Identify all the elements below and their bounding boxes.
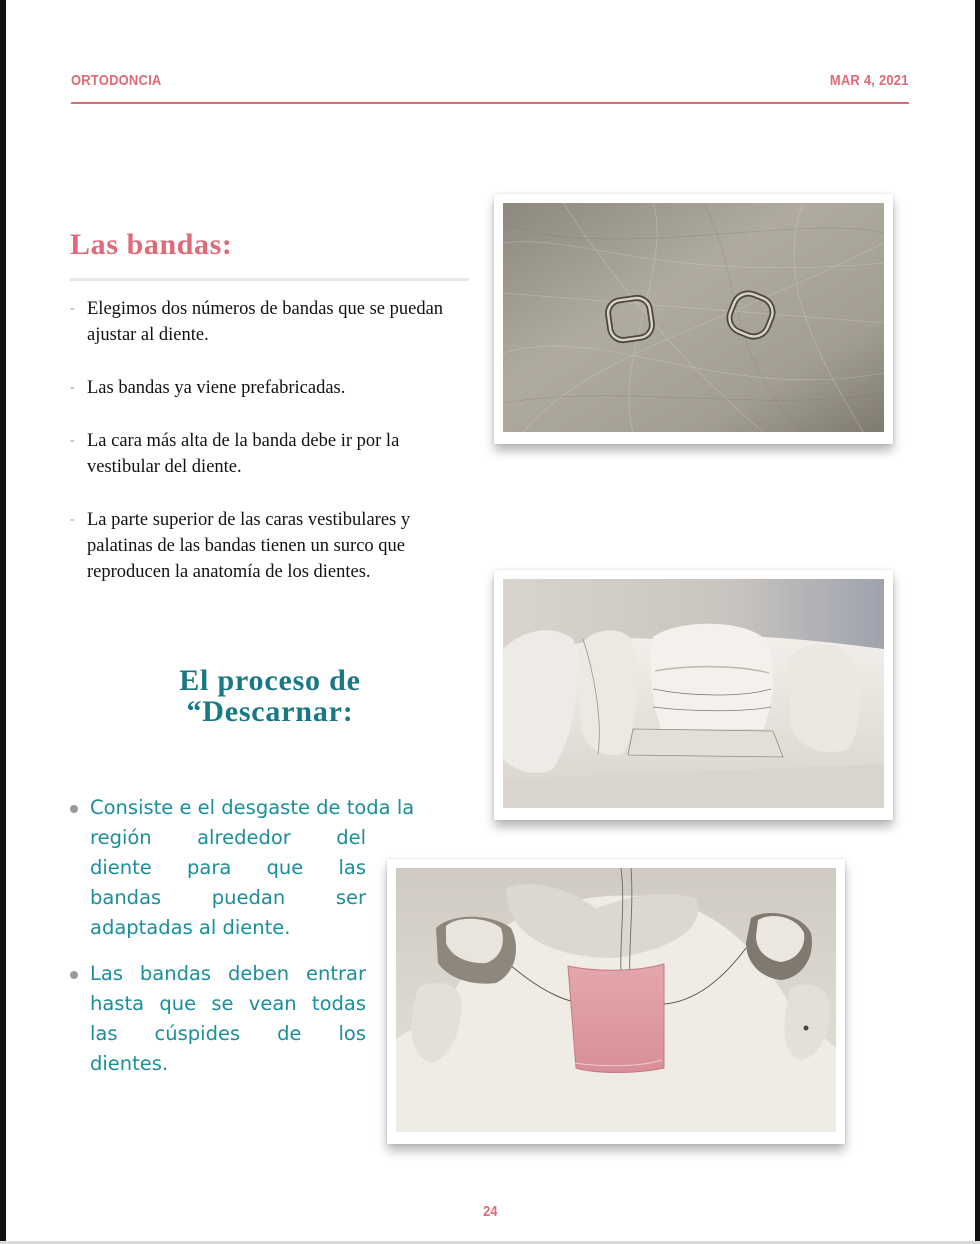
photo-model-side-frame <box>494 570 893 820</box>
bullet-dot-icon <box>70 805 78 813</box>
process-line: diente para que las <box>90 856 366 879</box>
process-title <box>70 665 470 727</box>
list-item: - La cara más alta de la banda debe ir por la vestibular del diente. <box>70 428 470 480</box>
bullet-dot-icon <box>70 971 78 979</box>
header-rule <box>71 102 909 104</box>
photo-model-occlusal <box>396 868 836 1132</box>
bands-title-rule <box>70 278 469 281</box>
list-item: - Elegimos dos números de bandas que se puedan ajustar al diente. <box>70 296 470 348</box>
list-item: - Las bandas ya viene prefabricadas. <box>70 375 470 401</box>
dash-icon: - <box>70 512 75 527</box>
list-item: - La parte superior de las caras vestibulares y palatinas de las bandas tienen un surco que reproducen la anatomía de los dientes. <box>70 507 470 585</box>
bands-list <box>70 296 470 612</box>
process-line: bandas puedan ser <box>90 886 366 909</box>
process-line: dientes. <box>90 1052 169 1075</box>
header-section: ORTODONCIA <box>71 72 162 89</box>
page-right-edge <box>975 0 980 1244</box>
process-title-line2: “Descarnar: <box>186 695 354 728</box>
photo-bands <box>503 203 884 432</box>
process-title-line1: El proceso de <box>179 664 361 697</box>
dash-icon: - <box>70 433 75 448</box>
dash-icon: - <box>70 380 75 395</box>
page-left-edge <box>0 0 6 1244</box>
page-number: 24 <box>482 1203 498 1220</box>
process-line: hasta que se vean todas <box>90 992 366 1015</box>
dash-icon: - <box>70 301 75 316</box>
process-line: Las bandas deben entrar <box>90 962 366 985</box>
process-line: las cúspides de los <box>90 1022 366 1045</box>
header-date: MAR 4, 2021 <box>830 72 909 89</box>
bands-title: Las bandas: <box>70 228 233 261</box>
process-line: Consiste e el desgaste de toda la <box>90 796 415 819</box>
process-line: región alrededor del <box>90 826 366 849</box>
photo-model-side <box>503 579 884 808</box>
process-line: adaptadas al diente. <box>90 916 291 939</box>
photo-bands-frame <box>494 194 893 444</box>
photo-model-occlusal-frame <box>387 859 845 1144</box>
